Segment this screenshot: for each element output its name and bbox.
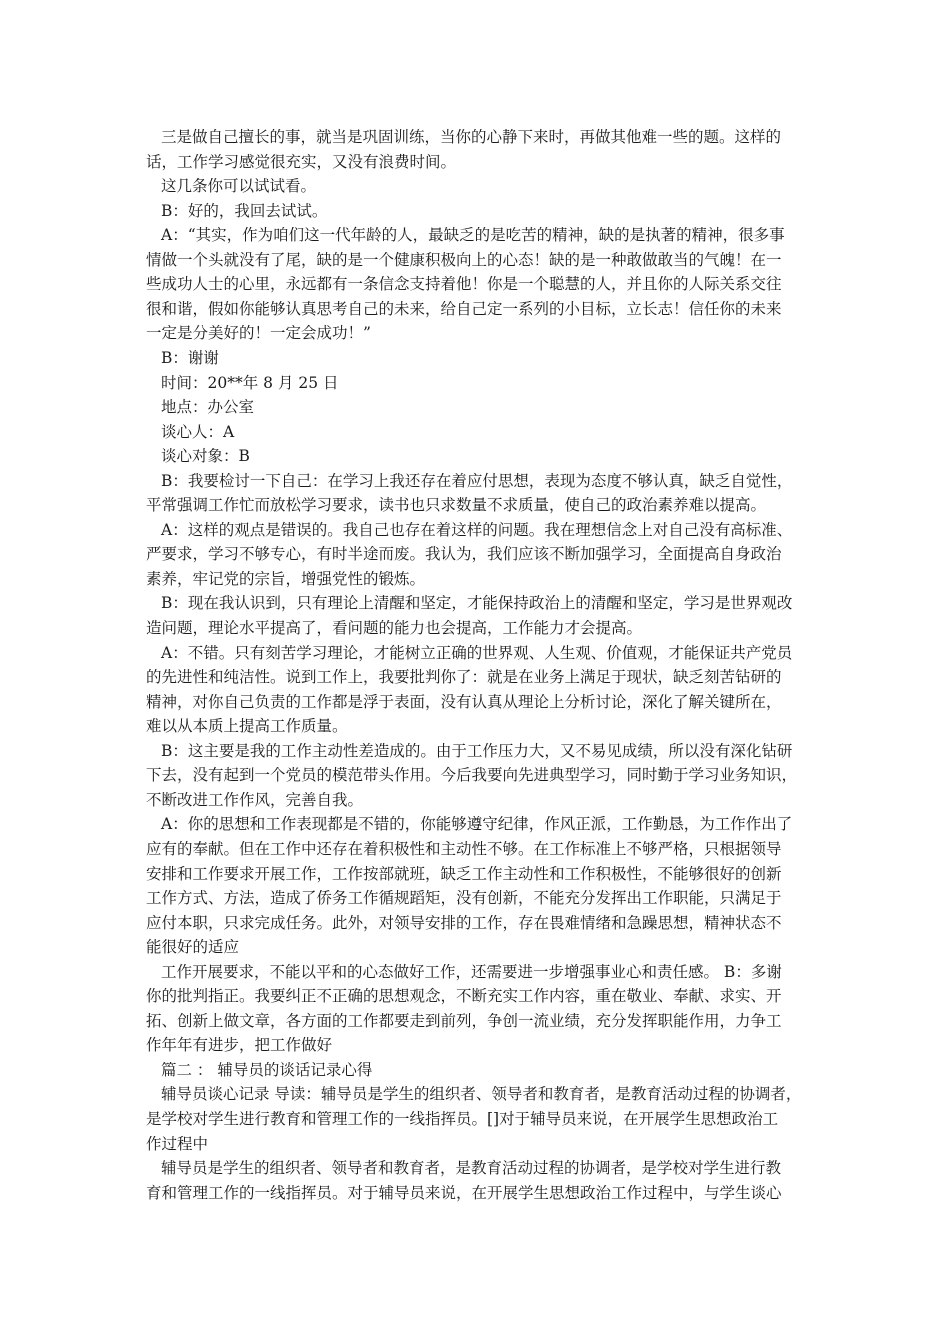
text-line: 作过程中 xyxy=(146,1134,209,1153)
text-line: 辅导员谈心记录 导读：辅导员是学生的组织者、领导者和教育者，是教育活动过程的协调者， xyxy=(161,1085,802,1104)
text-line: 三是做自己擅长的事，就当是巩固训练，当你的心静下来时，再做其他难一些的题。这样的 xyxy=(161,128,782,146)
text-line: B：谢谢 xyxy=(161,348,219,367)
text-line: B：现在我认识到，只有理论上清醒和坚定，才能保持政治上的清醒和坚定，学习是世界观改 xyxy=(161,594,793,613)
text-line: 很和谐，假如你能够认真思考自己的未来，给自己定一系列的小目标，立长志！信任你的未来 xyxy=(146,299,782,318)
text-line: B：这主要是我的工作主动性差造成的。由于工作压力大，又不易见成绩，所以没有深化钻研 xyxy=(161,741,793,760)
text-line: A：这样的观点是错误的。我自己也存在着这样的问题。我在理想信念上对自己没有高标准、 xyxy=(161,520,793,539)
text-line: A：你的思想和工作表现都是不错的，你能够遵守纪律，作风正派，工作勤恳，为工作作出了 xyxy=(161,815,793,834)
text-line: 不断改进工作作风，完善自我。 xyxy=(146,790,364,809)
text-line: 是学校对学生进行教育和管理工作的一线指挥员。[]对于辅导员来说，在开展学生思想政治工 xyxy=(146,1110,779,1128)
text-line: B：我要检讨一下自己：在学习上我还存在着应付思想，表现为态度不够认真，缺乏自觉性， xyxy=(161,471,793,490)
text-line: 严要求，学习不够专心，有时半途而废。我认为，我们应该不断加强学习，全面提高自身政治 xyxy=(146,545,782,564)
text-line: A：“其实，作为咱们这一代年龄的人，最缺乏的是吃苦的精神，缺的是执著的精神，很多事 xyxy=(161,226,785,245)
text-line: 篇二 ： 辅导员的谈话记录心得 xyxy=(161,1060,373,1079)
text-line: A：不错。只有刻苦学习理论，才能树立正确的世界观、人生观、价值观，才能保证共产党员 xyxy=(161,643,793,662)
text-line: 平常强调工作忙而放松学习要求，读书也只求数量不求质量，使自己的政治素养难以提高。 xyxy=(146,496,767,515)
text-line: 一定是分美好的！一定会成功！” xyxy=(146,324,371,343)
text-line: 时间：20**年 8 月 25 日 xyxy=(161,373,339,392)
text-line: 辅导员是学生的组织者、领导者和教育者，是教育活动过程的协调者，是学校对学生进行教 xyxy=(161,1159,782,1178)
text-line: 情做一个头就没有了尾，缺的是一个健康积极向上的心态！缺的是一种敢做敢当的气魄！在一 xyxy=(146,250,782,269)
text-line: 下去，没有起到一个党员的模范带头作用。今后我要向先进典型学习，同时勤于学习业务知识， xyxy=(146,766,798,785)
text-line: 的先进性和纯洁性。说到工作上，我要批判你了：就是在业务上满足于现状，缺乏刻苦钻研的 xyxy=(146,668,782,687)
text-line: 精神，对你自己负责的工作都是浮于表面，没有认真从理论上分析讨论，深化了解关键所在， xyxy=(146,692,782,711)
text-line: 拓、创新上做文章，各方面的工作都要走到前列，争创一流业绩，充分发挥职能作用，力争工 xyxy=(146,1011,782,1030)
text-line: 素养，牢记党的宗旨，增强党性的锻炼。 xyxy=(146,569,426,588)
text-line: 话，工作学习感觉很充实，又没有浪费时间。 xyxy=(146,152,457,171)
text-line: 你的批判指正。我要纠正不正确的思想观念，不断充实工作内容，重在敬业、奉献、求实、开 xyxy=(146,987,782,1006)
text-line: 谈心人：A xyxy=(161,422,235,441)
text-line: 育和管理工作的一线指挥员。对于辅导员来说，在开展学生思想政治工作过程中，与学生谈心 xyxy=(146,1183,782,1202)
text-line: 应有的奉献。但在工作中还存在着积极性和主动性不够。在工作标准上不够严格，只根据领导 xyxy=(146,839,782,858)
text-line: 工作开展要求，不能以平和的心态做好工作，还需要进一步增强事业心和责任感。 B：多谢 xyxy=(161,962,782,981)
text-line: B：好的，我回去试试。 xyxy=(161,201,328,220)
text-line: 安排和工作要求开展工作，工作按部就班，缺乏工作主动性和工作积极性，不能够很好的创新 xyxy=(146,864,782,883)
text-line: 些成功人士的心里，永远都有一条信念支持着他！你是一个聪慧的人，并且你的人际关系交往 xyxy=(146,275,782,294)
text-line: 谈心对象：B xyxy=(161,447,250,466)
text-line: 地点：办公室 xyxy=(161,398,255,417)
text-line: 造问题，理论水平提高了，看问题的能力也会提高，工作能力才会提高。 xyxy=(146,619,643,637)
text-line: 作年年有进步，把工作做好 xyxy=(146,1036,333,1055)
text-line: 能很好的适应 xyxy=(146,938,240,957)
text-line: 难以从本质上提高工作质量。 xyxy=(146,717,348,736)
text-line: 工作方式、方法，造成了侨务工作循规蹈矩，没有创新，不能充分发挥出工作职能，只满足于 xyxy=(146,889,782,908)
text-line: 应付本职，只求完成任务。此外，对领导安排的工作，存在畏难情绪和急躁思想，精神状态不 xyxy=(146,913,782,932)
text-line: 这几条你可以试试看。 xyxy=(161,177,317,196)
